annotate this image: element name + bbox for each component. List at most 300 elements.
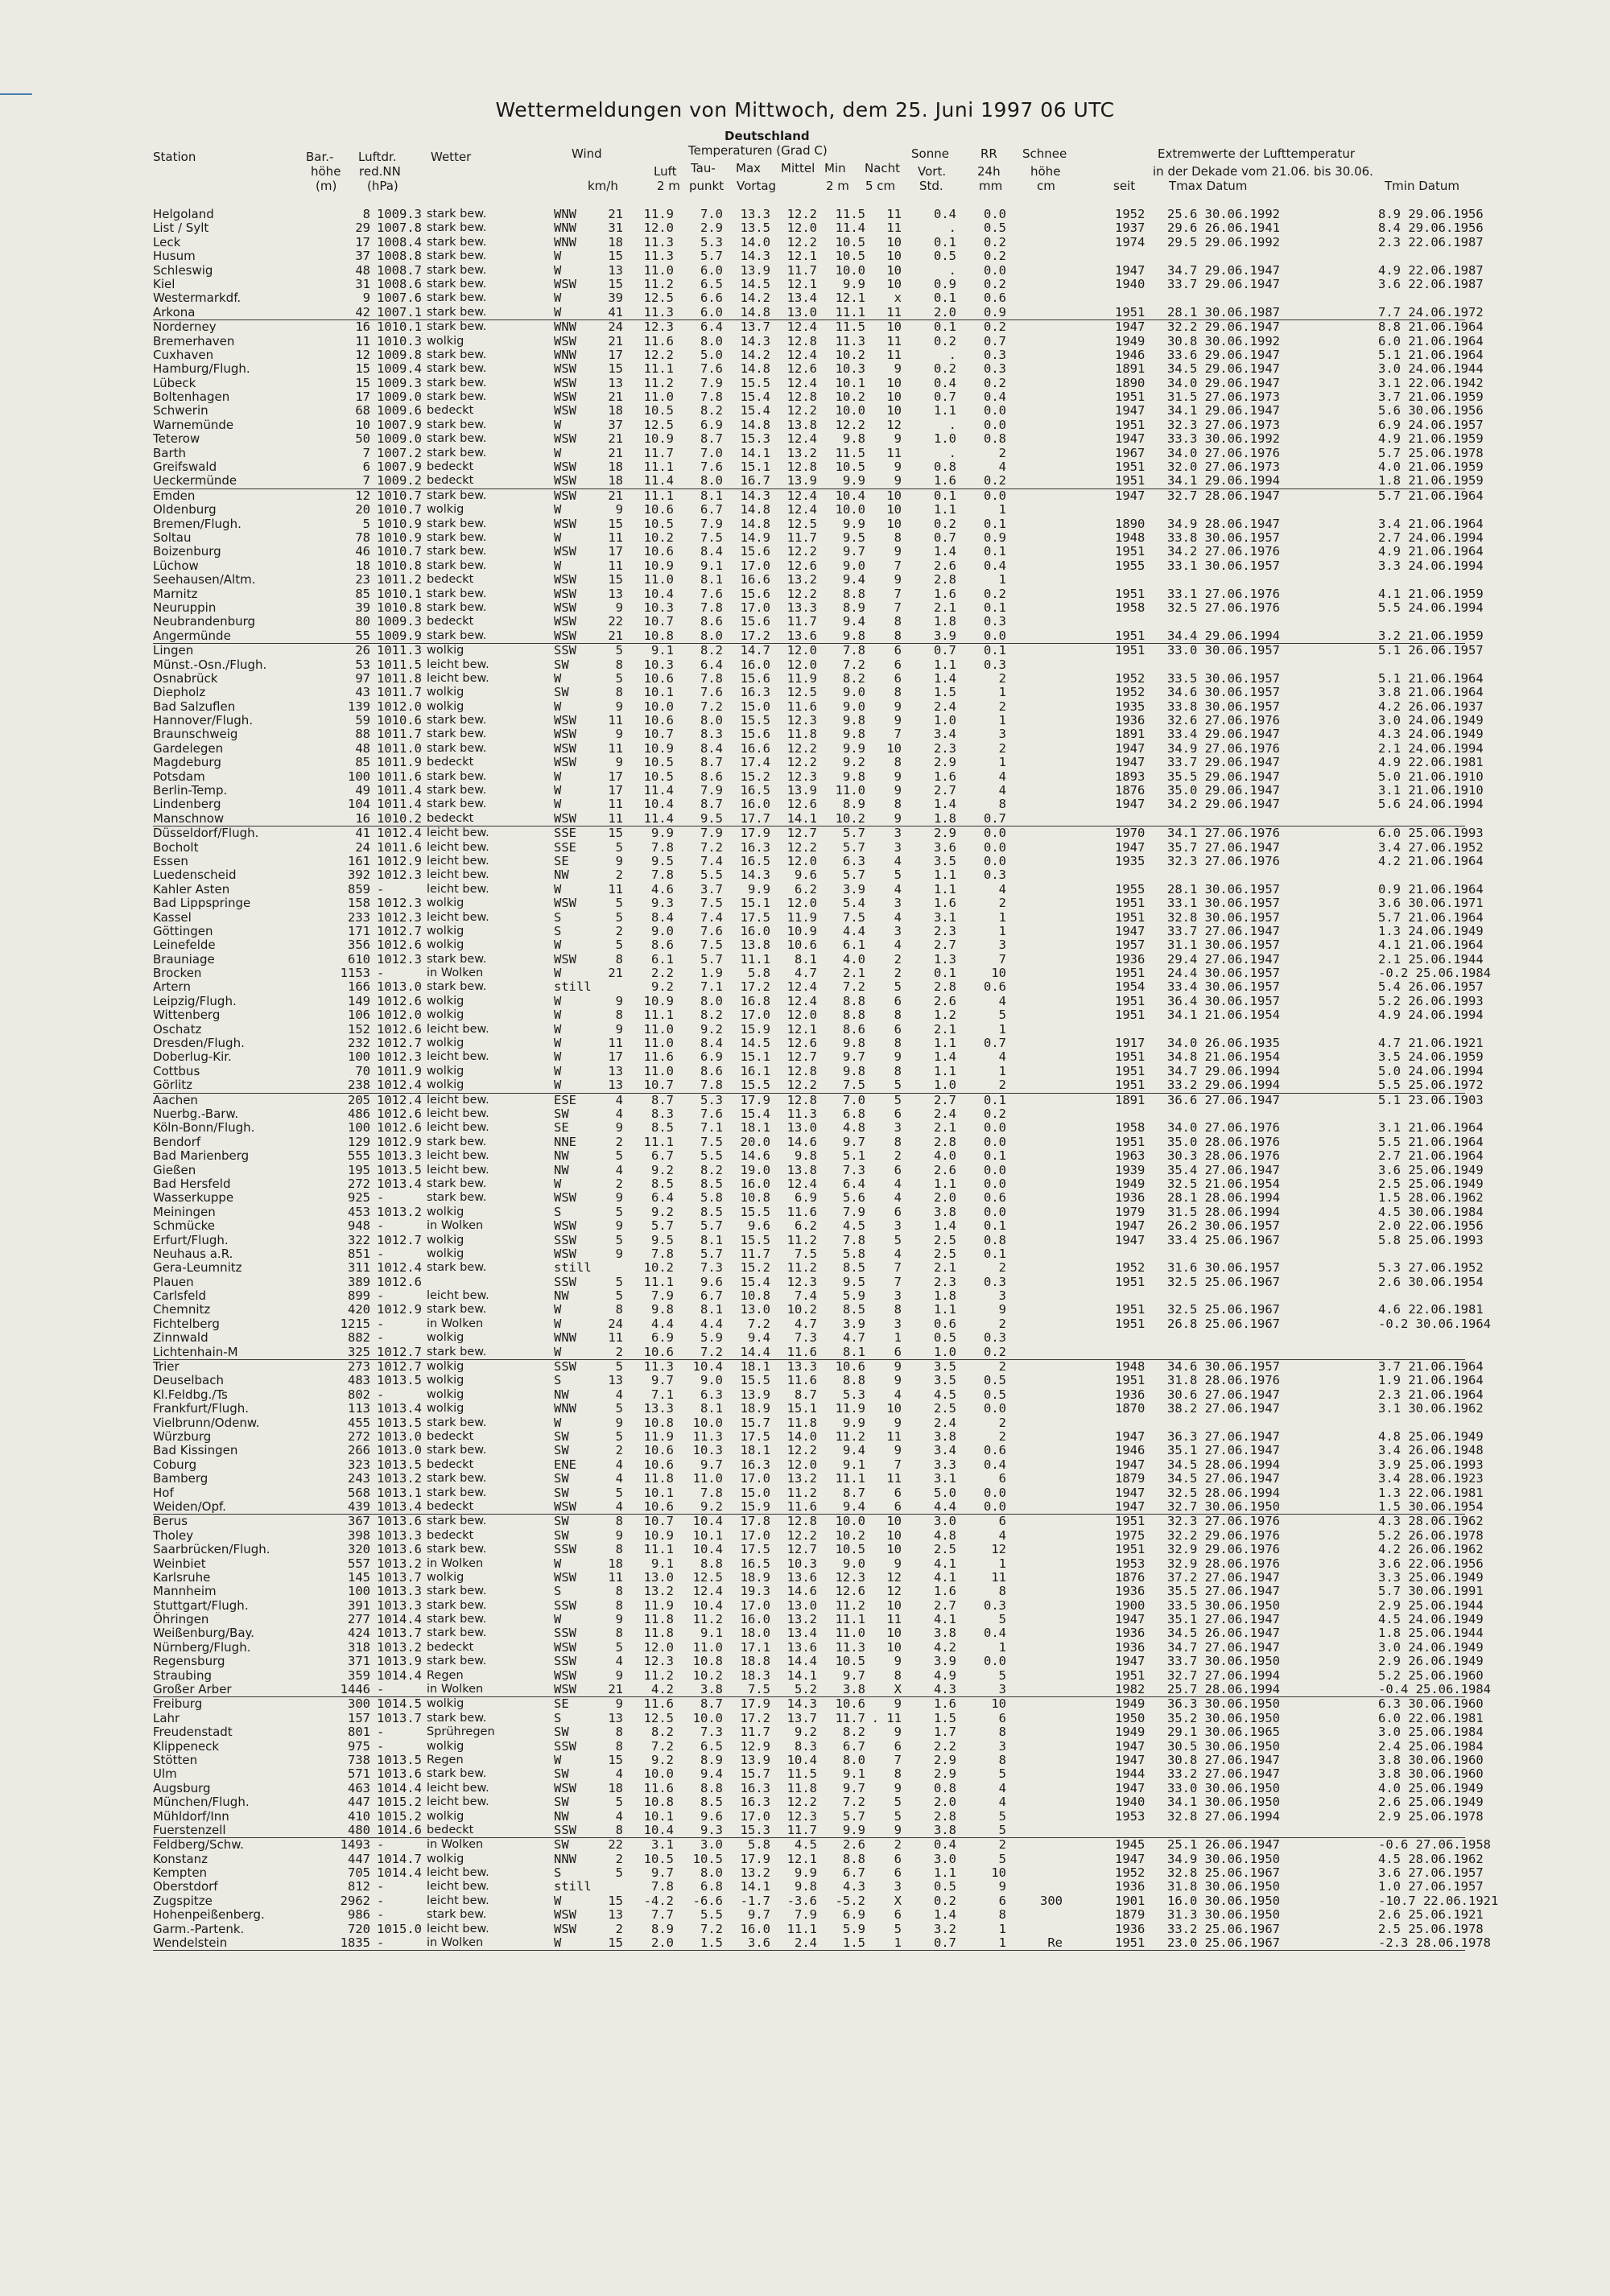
- temp-min: 11.5: [835, 445, 865, 460]
- temp-night: 9: [894, 1654, 902, 1669]
- tmax-record: 34.0 27.06.1976: [1167, 1120, 1280, 1136]
- table-row: [153, 333, 1484, 348]
- tmin-record: 3.6 30.06.1971: [1378, 896, 1484, 911]
- temp-air: 10.4: [643, 1822, 674, 1837]
- temp-max: 17.0: [740, 558, 770, 573]
- table-row: [153, 473, 1484, 488]
- record-since: 1876: [1115, 783, 1146, 798]
- wind-dir: WSW: [554, 460, 576, 475]
- temp-max: 12.9: [740, 1738, 770, 1754]
- temp-mean: 12.5: [786, 685, 817, 700]
- col-lu1: Luftdr.: [358, 150, 397, 164]
- tmin-record: 2.1 25.06.1944: [1378, 951, 1484, 967]
- weather: stark bew.: [427, 432, 487, 446]
- record-since: 1949: [1115, 1176, 1146, 1191]
- col-lu3: (hPa): [367, 179, 398, 193]
- temp-min: 9.4: [843, 1498, 865, 1514]
- table-row: [153, 951, 1484, 967]
- temp-min: 5.7: [843, 826, 865, 841]
- baro-height: 6: [362, 460, 370, 475]
- weather: stark bew.: [427, 390, 487, 404]
- wind-dir: SSW: [554, 1626, 576, 1641]
- dew-point: 7.8: [700, 1485, 723, 1500]
- pressure: 1012.3: [377, 909, 422, 925]
- temp-air: 8.5: [651, 1120, 674, 1136]
- temp-min: 7.3: [843, 1162, 865, 1177]
- tmin-record: 1.3 24.06.1949: [1378, 923, 1484, 938]
- weather: wolkig: [427, 994, 464, 1008]
- table-row: [153, 812, 1465, 826]
- pressure: 1013.2: [377, 1471, 422, 1486]
- dew-point: 7.9: [700, 826, 723, 841]
- temp-min: 11.0: [835, 783, 865, 798]
- temp-mean: 13.6: [786, 1639, 817, 1655]
- wind-speed: 4: [615, 1457, 623, 1472]
- station-name: Bad Lippspringe: [153, 896, 251, 911]
- temp-mean: 12.4: [786, 488, 817, 503]
- table-row: [153, 1738, 1484, 1754]
- temp-max: 15.7: [740, 1766, 770, 1782]
- record-since: 1951: [1115, 417, 1146, 432]
- dew-point: 12.5: [692, 1569, 723, 1585]
- temp-mean: 11.2: [786, 1260, 817, 1276]
- temp-mean: 12.2: [786, 207, 817, 221]
- station-name: Carlsfeld: [153, 1288, 207, 1304]
- station-name: Lahr: [153, 1710, 180, 1725]
- temp-min: 8.9: [843, 797, 865, 812]
- record-since: 1951: [1115, 1373, 1146, 1388]
- weather: Sprühregen: [427, 1725, 495, 1739]
- station-name: Lichtenhain-M: [153, 1344, 238, 1359]
- baro-height: 1215: [340, 1316, 370, 1331]
- col-schnee2: höhe: [1030, 164, 1061, 179]
- baro-height: 55: [355, 628, 370, 643]
- temp-night: 3: [894, 896, 902, 911]
- record-since: 1936: [1115, 1879, 1146, 1894]
- pressure: 1013.3: [377, 1148, 422, 1164]
- baro-height: 571: [348, 1766, 370, 1782]
- temp-air: 10.1: [643, 1485, 674, 1500]
- tmin-record: 1.9 21.06.1964: [1378, 1373, 1484, 1388]
- wind-dir: W: [554, 966, 562, 981]
- temp-air: 10.4: [643, 586, 674, 601]
- baro-height: 311: [348, 1260, 370, 1276]
- temp-min: 8.5: [843, 1260, 865, 1276]
- temp-mean: 13.6: [786, 628, 817, 643]
- baro-height: 49: [355, 783, 370, 798]
- temp-air: 6.9: [651, 1330, 674, 1346]
- temp-min: 6.7: [843, 1738, 865, 1754]
- temp-mean: 12.2: [786, 1795, 817, 1810]
- precipitation: 11: [991, 1569, 1006, 1585]
- wind-speed: 15: [608, 826, 623, 841]
- temp-max: 14.7: [740, 643, 770, 658]
- station-name: Luedenscheid: [153, 868, 237, 883]
- wind-dir: NNE: [554, 1134, 576, 1149]
- temp-max: 16.0: [740, 797, 770, 812]
- precipitation: 4: [998, 1527, 1006, 1543]
- tmin-record: 6.0 25.06.1993: [1378, 826, 1484, 841]
- dew-point: 9.1: [700, 558, 723, 573]
- wind-dir: W: [554, 881, 562, 897]
- table-row: [153, 1401, 1484, 1416]
- temp-air: 8.9: [651, 1921, 674, 1936]
- temp-mean: 13.8: [786, 417, 817, 432]
- dew-point: 8.7: [700, 797, 723, 812]
- precipitation: 1: [998, 1021, 1006, 1037]
- station-name: Doberlug-Kir.: [153, 1049, 232, 1065]
- wind-dir: S: [554, 923, 562, 938]
- weather: wolkig: [427, 897, 464, 910]
- pressure: 1014.7: [377, 1851, 422, 1866]
- sunshine: 1.6: [934, 769, 956, 784]
- precipitation: 0.1: [984, 1148, 1006, 1164]
- temp-mean: 12.4: [786, 1176, 817, 1191]
- sunshine: 3.0: [934, 1514, 956, 1529]
- temp-max: 14.4: [740, 1344, 770, 1359]
- wind-speed: 15: [608, 1935, 623, 1951]
- pressure: 1012.6: [377, 1021, 422, 1037]
- wind-speed: 11: [608, 1330, 623, 1346]
- temp-night: 10: [886, 1527, 902, 1543]
- temp-min: 4.3: [843, 1879, 865, 1894]
- tmax-record: 29.5 29.06.1992: [1167, 234, 1280, 249]
- temp-min: 10.0: [835, 1514, 865, 1529]
- wind-speed: 9: [615, 1190, 623, 1206]
- wind-speed: 9: [615, 1667, 623, 1683]
- tmin-record: 2.3 22.06.1987: [1378, 234, 1484, 249]
- precipitation: 0.1: [984, 643, 1006, 658]
- wind-dir: WSW: [554, 1639, 576, 1655]
- wind-dir: WSW: [554, 1682, 576, 1697]
- temp-night: 9: [894, 572, 902, 587]
- col-nacht2: 5 cm: [865, 179, 896, 193]
- station-group: [153, 1359, 1484, 1515]
- record-since: 1951: [1115, 390, 1146, 405]
- col-vortag: Vortag: [737, 179, 777, 193]
- temp-max: 7.5: [748, 1682, 770, 1697]
- station-name: Münst.-Osn./Flugh.: [153, 657, 267, 672]
- sunshine: 1.6: [934, 1696, 956, 1712]
- record-since: 1954: [1115, 979, 1146, 995]
- precipitation: 2: [998, 1428, 1006, 1444]
- table-row: [153, 1008, 1484, 1023]
- temp-min: 11.4: [835, 221, 865, 236]
- tmax-record: 33.8 30.06.1957: [1167, 699, 1280, 714]
- temp-min: 8.0: [843, 1752, 865, 1767]
- precipitation: 0.7: [984, 333, 1006, 348]
- dew-point: 5.9: [700, 1330, 723, 1346]
- station-name: Warnemünde: [153, 417, 234, 432]
- tmin-record: 4.8 25.06.1949: [1378, 1428, 1484, 1444]
- temp-max: 15.5: [740, 1078, 770, 1093]
- wind-speed: 9: [615, 1218, 623, 1234]
- dew-point: 6.5: [700, 276, 723, 291]
- temp-max: 15.6: [740, 614, 770, 629]
- dew-point: 9.5: [700, 810, 723, 826]
- station-name: Bad Hersfeld: [153, 1176, 231, 1191]
- weather: stark bew.: [427, 291, 487, 305]
- temp-max: 17.0: [740, 1008, 770, 1023]
- weather: stark bew.: [427, 1767, 487, 1781]
- temp-max: 14.8: [740, 304, 770, 319]
- record-since: 1947: [1115, 262, 1146, 278]
- tmin-record: 2.3 21.06.1964: [1378, 1387, 1484, 1402]
- record-since: 1952: [1115, 207, 1146, 221]
- temp-max: 5.8: [748, 966, 770, 981]
- col-temp: Temperaturen (Grad C): [688, 143, 828, 158]
- sunshine: 0.5: [934, 1330, 956, 1346]
- col-rr: RR: [980, 146, 997, 161]
- temp-max: 16.8: [740, 993, 770, 1008]
- temp-air: 12.5: [643, 1710, 674, 1725]
- baro-height: 233: [348, 909, 370, 925]
- sunshine: 2.8: [934, 1808, 956, 1824]
- tmin-record: 4.6 22.06.1981: [1378, 1302, 1484, 1317]
- tmin-record: 4.0 21.06.1959: [1378, 460, 1484, 475]
- pressure: 1012.9: [377, 1134, 422, 1149]
- pressure: 1011.6: [377, 839, 422, 855]
- temp-max: 14.5: [740, 1036, 770, 1051]
- weather: Regen: [427, 1753, 464, 1766]
- temp-night: 10: [886, 390, 902, 405]
- table-row: [153, 1260, 1484, 1276]
- pressure: 1009.3: [377, 375, 422, 390]
- temp-night: 2: [894, 1148, 902, 1164]
- wind-speed: 41: [608, 304, 623, 319]
- record-since: 1935: [1115, 699, 1146, 714]
- baro-height: 320: [348, 1542, 370, 1557]
- tmax-record: 34.9 28.06.1947: [1167, 516, 1280, 531]
- temp-mean: 11.7: [786, 1822, 817, 1837]
- sunshine: 3.1: [934, 909, 956, 925]
- table-row: [153, 1837, 1491, 1853]
- wind-dir: still: [554, 1879, 592, 1894]
- precipitation: 1: [998, 1556, 1006, 1571]
- temp-night: 8: [894, 1667, 902, 1683]
- baro-height: 39: [355, 600, 370, 615]
- record-since: 1951: [1115, 1302, 1146, 1317]
- tmin-record: 4.9 22.06.1987: [1378, 262, 1484, 278]
- tmax-record: 34.5 29.06.1947: [1167, 361, 1280, 377]
- precipitation: 0.0: [984, 853, 1006, 868]
- weather: bedeckt: [427, 1457, 474, 1471]
- sunshine: 2.4: [934, 1415, 956, 1430]
- temp-min: 9.7: [843, 1780, 865, 1795]
- dew-point: 10.0: [692, 1415, 723, 1430]
- baro-height: 166: [348, 979, 370, 995]
- dew-point: 7.5: [700, 1134, 723, 1149]
- temp-mean: 11.8: [786, 727, 817, 742]
- temp-air: 8.2: [651, 1725, 674, 1740]
- col-luft: Luft: [654, 164, 677, 179]
- record-since: 1946: [1115, 347, 1146, 362]
- precipitation: 6: [998, 1710, 1006, 1725]
- sunshine: 4.1: [934, 1569, 956, 1585]
- record-since: 1945: [1115, 1837, 1146, 1853]
- wind-dir: WSW: [554, 896, 576, 911]
- record-since: 1948: [1115, 1359, 1146, 1375]
- dew-point: 11.0: [692, 1471, 723, 1486]
- temp-air: 7.8: [651, 868, 674, 883]
- dew-point: 7.6: [700, 923, 723, 938]
- sunshine: 3.9: [934, 628, 956, 643]
- wind-speed: 17: [608, 544, 623, 559]
- col-min: Min: [824, 161, 846, 175]
- dew-point: 8.0: [700, 333, 723, 348]
- temp-min: 11.0: [835, 1626, 865, 1641]
- temp-min: 5.9: [843, 1921, 865, 1936]
- temp-air: 10.8: [643, 1415, 674, 1430]
- wind-dir: SSW: [554, 1232, 576, 1247]
- station-name: Bad Marienberg: [153, 1148, 250, 1164]
- temp-night: 10: [886, 319, 902, 335]
- wind-speed: 21: [608, 431, 623, 447]
- temp-min: 5.4: [843, 896, 865, 911]
- temp-air: 12.3: [643, 1654, 674, 1669]
- temp-night: 8: [894, 628, 902, 643]
- wind-dir: still: [554, 1260, 592, 1276]
- temp-min: 5.7: [843, 868, 865, 883]
- sunshine: .: [948, 347, 956, 362]
- sunshine: 1.7: [934, 1725, 956, 1740]
- tmin-record: 4.9 22.06.1981: [1378, 755, 1484, 770]
- temp-min: 10.5: [835, 249, 865, 264]
- temp-air: 10.2: [643, 1260, 674, 1276]
- weather: stark bew.: [427, 784, 487, 798]
- table-row: [153, 207, 1484, 221]
- record-since: 1947: [1115, 839, 1146, 855]
- record-since: 1947: [1115, 923, 1146, 938]
- tmin-record: 4.5 28.06.1962: [1378, 1851, 1484, 1866]
- temp-air: 8.5: [651, 1176, 674, 1191]
- wind-dir: W: [554, 530, 562, 545]
- table-row: [153, 1725, 1484, 1740]
- tmax-record: 32.7 27.06.1994: [1167, 1667, 1280, 1683]
- weather: stark bew.: [427, 1613, 487, 1626]
- temp-air: 11.2: [643, 1667, 674, 1683]
- sunshine: 1.4: [934, 1049, 956, 1065]
- station-name: Konstanz: [153, 1851, 208, 1866]
- tmin-record: 2.9 25.06.1944: [1378, 1597, 1484, 1613]
- temp-min: 4.8: [843, 1120, 865, 1136]
- temp-mean: 13.8: [786, 1162, 817, 1177]
- precipitation: 0.9: [984, 530, 1006, 545]
- tmin-record: 4.9 24.06.1994: [1378, 1008, 1484, 1023]
- pressure: -: [377, 1330, 385, 1346]
- wind-dir: NNW: [554, 1851, 576, 1866]
- temp-min: 8.6: [843, 1021, 865, 1037]
- temp-air: 12.5: [643, 291, 674, 306]
- station-name: Osnabrück: [153, 670, 218, 686]
- precipitation: 0.3: [984, 1274, 1006, 1289]
- wind-dir: W: [554, 1049, 562, 1065]
- tmax-record: 34.7 27.06.1947: [1167, 1639, 1280, 1655]
- wind-speed: 39: [608, 291, 623, 306]
- baro-height: 17: [355, 234, 370, 249]
- precipitation: 0.0: [984, 207, 1006, 221]
- baro-height: 195: [348, 1162, 370, 1177]
- temp-max: 16.7: [740, 473, 770, 488]
- record-since: 1947: [1115, 431, 1146, 447]
- wind-speed: 4: [615, 1766, 623, 1782]
- pressure: 1014.4: [377, 1865, 422, 1881]
- precipitation: 4: [998, 881, 1006, 897]
- baro-height: 10: [355, 417, 370, 432]
- record-since: 1947: [1115, 403, 1146, 418]
- wind-speed: 17: [608, 1049, 623, 1065]
- temp-min: 2.1: [843, 966, 865, 981]
- wind-dir: S: [554, 909, 562, 925]
- record-since: 1951: [1115, 1316, 1146, 1331]
- temp-min: 5.6: [843, 1190, 865, 1206]
- wind-speed: 11: [608, 713, 623, 728]
- wind-dir: WNW: [554, 207, 576, 221]
- temp-air: 11.1: [643, 488, 674, 503]
- temp-air: -4.2: [643, 1893, 674, 1908]
- col-luft2: 2 m: [657, 179, 680, 193]
- wind-speed: 21: [608, 488, 623, 503]
- baro-height: 17: [355, 390, 370, 405]
- temp-max: 13.2: [740, 1865, 770, 1881]
- temp-mean: 14.6: [786, 1134, 817, 1149]
- weather: wolkig: [427, 1809, 464, 1823]
- temp-min: 8.2: [843, 1725, 865, 1740]
- temp-min: 7.2: [843, 1795, 865, 1810]
- wind-dir: NW: [554, 1148, 569, 1164]
- dew-point: 6.7: [700, 502, 723, 517]
- temp-mean: 12.5: [786, 516, 817, 531]
- temp-mean: 9.6: [795, 868, 817, 883]
- baro-height: 85: [355, 586, 370, 601]
- baro-height: 41: [355, 826, 370, 841]
- pressure: 1008.6: [377, 276, 422, 291]
- tmax-record: 35.7 27.06.1947: [1167, 839, 1280, 855]
- temp-max: 9.9: [748, 881, 770, 897]
- station-name: Boltenhagen: [153, 390, 230, 405]
- record-since: 1951: [1115, 460, 1146, 475]
- pressure: 1013.2: [377, 1556, 422, 1571]
- weather: wolkig: [427, 1205, 464, 1218]
- weather: stark bew.: [427, 1135, 487, 1148]
- tmax-record: 32.5 25.06.1967: [1167, 1274, 1280, 1289]
- sunshine: 1.1: [934, 881, 956, 897]
- temp-max: 17.2: [740, 1710, 770, 1725]
- wind-speed: 8: [615, 1514, 623, 1529]
- sunshine: 1.1: [934, 502, 956, 517]
- temp-min: 11.1: [835, 304, 865, 319]
- tmax-record: 25.6 30.06.1992: [1167, 207, 1280, 221]
- sunshine: 2.5: [934, 1401, 956, 1416]
- wind-speed: 21: [608, 445, 623, 460]
- tmin-record: 4.1 21.06.1964: [1378, 938, 1484, 953]
- record-since: 1947: [1115, 1428, 1146, 1444]
- record-since: 1936: [1115, 1387, 1146, 1402]
- wind-dir: WSW: [554, 473, 576, 488]
- station-name: Fichtelberg: [153, 1316, 220, 1331]
- weather: wolkig: [427, 938, 464, 952]
- sunshine: 2.8: [934, 979, 956, 995]
- temp-min: 4.4: [843, 923, 865, 938]
- col-mittel: Mittel: [781, 161, 815, 175]
- station-name: Mannheim: [153, 1584, 217, 1599]
- tmin-record: 3.8 30.06.1960: [1378, 1766, 1484, 1782]
- temp-air: 11.0: [643, 390, 674, 405]
- record-since: 1940: [1115, 276, 1146, 291]
- sunshine: 4.4: [934, 1498, 956, 1514]
- col-bar2: höhe: [311, 164, 341, 179]
- temp-night: 7: [894, 586, 902, 601]
